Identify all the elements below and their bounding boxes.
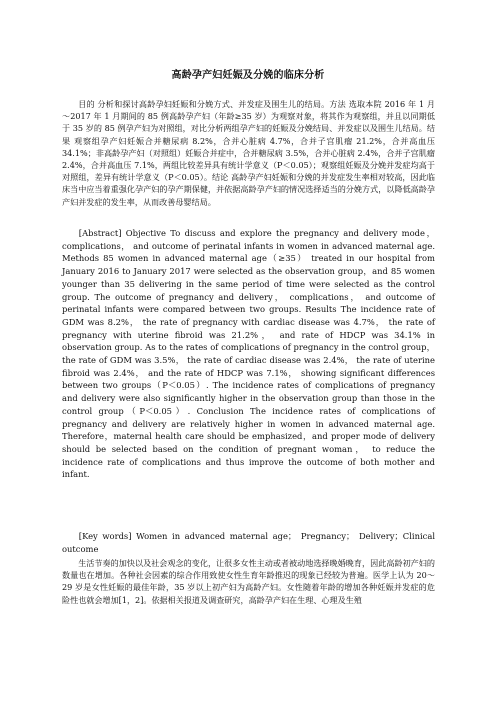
english-abstract: [Abstract] Objective To discuss and explore the pregnancy and delivery mode， complications， and outcome of perinatal infants in women in advanced maternal age. Methods 85 women in advanced maternal age（≥35） treated in our hospital from January 2016 to January 2017 were selected as the observation group，and 85 women younger than 35 delivering in the same period of time were selected as the control group. The outcome of pregnancy and delivery， complications， and outcome of perinatal infants were compared between two groups. Results The incidence rate of GDM was 8.2%， the rate of pregnancy with cardiac disease was 4.7%， the rate of pregnancy with uterine fibroid was 21.2%， and rate of HDCP was 34.1% in observation group. As to the rates of complications of pregnancy in the control group， the rate of GDM was 3.5%， the rate of cardiac disease was 2.4%， the rate of uterine fibroid was 2.4%， and the rate of HDCP was 7.1%， showing significant differences between two groups（P＜0.05）. The incidence rates of complications of pregnancy and delivery were also significantly higher in the observation group than those in the control group（P＜0.05）. Conclusion The incidence rates of complications of pregnancy and delivery are relatively higher in women in advanced maternal age. Therefore，maternal health care should be emphasized，and proper mode of delivery should be selected based on the condition of pregnant woman， to reduce the incidence rate of complications and thus improve the outcome of both mother and infant. [62, 228, 435, 480]
english-keywords: [Key words] Women in advanced maternal age； Pregnancy； Delivery；Clinical outcome [62, 531, 435, 554]
paper-title: 高龄孕产妇妊娠及分娩的临床分析 [171, 70, 325, 81]
introduction-paragraph: 生活节奏的加快以及社会观念的变化，让很多女性主动或者被动地选择晚婚晚育，因此高龄初产妇的数量也在增加。各种社会因素的综合作用致使女性生育年龄推迟的现象已经较为普遍。医学上认为 20～29 岁是女性妊娠的最佳年龄，35 岁以上初产妇为高龄产妇。女性随着年龄的增加各种妊娠并发症的危险性也就会增加[1，2]。依据相关报道及调查研究，高龄孕产妇在生理、心理及生殖 [62, 558, 435, 605]
chinese-abstract: 目的 分析和探讨高龄孕妇妊娠和分娩方式、并发症及围生儿的结局。方法 选取本院 2016 年 1 月～2017 年 1 月期间的 85 例高龄孕产妇（年龄≥35 岁）为观察对象，将其作为观察组，并且以同期低于 35 岁的 85 例孕产妇为对照组，对比分析两组孕产妇的妊娠及分娩结局、并发症以及围生儿结局。结果 观察组孕产妇妊娠合并糖尿病 8.2%，合并心脏病 4.7%，合并子宫肌瘤 21.2%，合并高血压 34.1%；非高龄孕产妇（对照组）妊娠合并症中，合并糖尿病 3.5%，合并心脏病 2.4%，合并子宫肌瘤 2.4%，合并高血压 7.1%，两组比较差异具有统计学意义（P＜0.05）；观察组妊娠及分娩并发症均高于对照组，差异有统计学意义（P＜0.05）。结论 高龄孕产妇妊娠和分娩的并发症发生率相对较高，因此临床当中应当着重强化孕产妇的孕产期保健，并依据高龄孕产妇的情况选择适当的分娩方式，以降低高龄孕产妇并发症的发生率，从而改善母婴结局。 [62, 99, 435, 207]
